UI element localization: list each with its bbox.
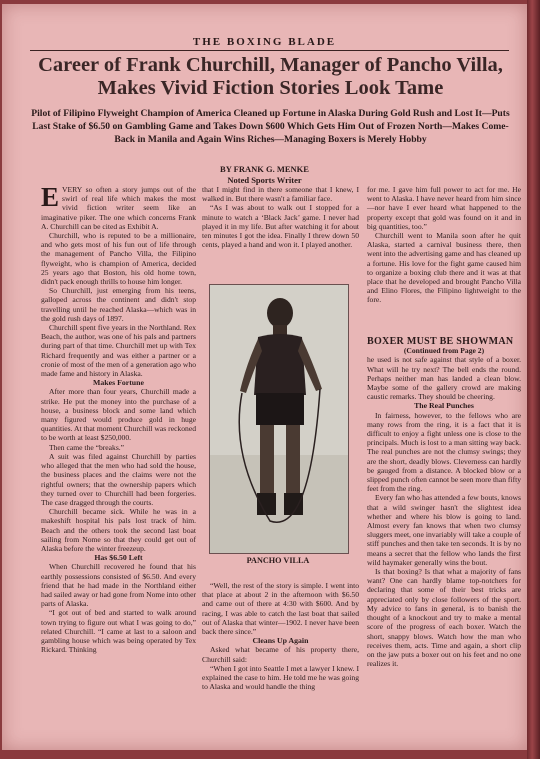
headline: Career of Frank Churchill, Manager of Pancho Villa, Makes Vivid Fiction Stories Look Tame — [38, 54, 503, 99]
masthead: THE BOXING BLADE — [192, 36, 337, 48]
continued-story-headline: BOXER MUST BE SHOWMAN — [367, 336, 514, 347]
boxer-photo — [209, 284, 349, 554]
section-heading: Cleans Up Again — [252, 636, 309, 646]
paragraph: After more than four years, Churchill made a strike. He put the money into the purchase of a house, a business block and some land which many figured would produce gold in huge quantities. At that moment Churchill was reckoned to be worth at least $250,000. — [41, 387, 196, 443]
article-column-3-top — [367, 185, 521, 305]
section-heading: The Real Punches — [414, 401, 474, 411]
paragraph: Churchill became sick. While he was in a makeshift hospital his pals lost track of him. Beach and the others took the second last boat sailing from Nome so that they could get out of Alaska before the winter freezeup. — [41, 507, 196, 553]
paragraph: “Well, the rest of the story is simple. I went into that place at about 2 in the afternoon with $6.50 and came out of there at 4:30 with $600. And by racing, I was able to catch the last boat that sailed out of Alaska that winter—1902. I never have been back there since.” — [202, 581, 359, 637]
lead-paragraph: EVERY so often a story jumps out of the swirl of real life which makes the most vivid fiction writer seem like an imaginative piker. The one which concerns Frank A. Churchill can be cited as Exhibit A. — [41, 182, 196, 231]
paragraph: Is that boxing? Is that what a majority of fans want? One can hardly blame top-notchers for declaring that some of their best tricks are appreciated only by close followers of the sport. My advice to fans in general, is to banish the thought of a knockout and try to make a mental score of the progress of each boxer. Watch the short, snappy blows. Watch how the man who receives them, acts. Time and again, a short clip on the jaw puts a boxer out on his feet and no one realizes it. — [367, 567, 521, 669]
photo-caption: PANCHO VILLA — [246, 556, 310, 565]
book-spine — [527, 0, 540, 759]
section-heading: Has $6.50 Left — [94, 553, 143, 563]
paragraph: Churchill spent five years in the Northland. Rex Beach, the author, was one of his pals and partners during part of that time. Churchill met up with Tex Richard frequently and was either a partner or a cronie of most of the men of a generation ago who made fame and history in Alaska. — [41, 323, 196, 379]
paragraph: When Churchill recovered he found that his earthly possessions consisted of $6.50. And every friend that he had made in the Northland either had sailed away or had gone from Nome into other parts of Alaska. — [41, 562, 196, 609]
drop-cap: E — [41, 182, 60, 212]
paragraph: “I got out of bed and started to walk around town trying to figure out what I was going to do,” related Churchill. “I came at last to a saloon and gambling house which was being operated by Tex Rickard. Thinking — [41, 608, 196, 655]
continued-story — [367, 337, 521, 747]
paragraph: Then came the “breaks.” — [49, 442, 125, 452]
article-column-1 — [41, 182, 196, 745]
paragraph: So Churchill, just emerging from his teens, galloped across the continent and didn't stop travelling until he reached Alaska—which was in the gold rush days of 1897. — [41, 286, 196, 323]
subhead: Pilot of Filipino Flyweight Champion of America Cleaned up Fortune in Alaska During Gold Rush and Lost It—Puts Last Stake of $6.50 on Gambling Game and Takes Down $600 Which Gets Him Out of Frozen North—Makes Come-Back in Manila and Again Wins Riches—Managing Boxers is Merely Hobby — [31, 108, 510, 145]
paragraph: “As I was about to walk out I stopped for a minute to watch a ‘Black Jack’ game. I never had played it in my life. But after watching it for about ten minutes I got the idea. Finally I threw down 50 cents, played a hand and won it. I played another. — [202, 203, 359, 250]
masthead-rule — [30, 50, 509, 51]
paragraph: A suit was filed against Churchill by parties who alleged that the men who had sold the house, the business places and the claims were not the rightful owners; that the ownership papers which they turned over to Churchill had been forgeries. The case dragged through the courts. — [41, 451, 196, 507]
continued-from-note: (Continued from Page 2) — [403, 346, 485, 356]
paragraph: Churchill, who is reputed to be a millionaire, and who gets most of his fun out of life through the management of Pancho Villa, the Filipino flyweight, who is champion of America, decided 25 years ago that Boston, his old home town, didn't pack enough thrills to house him longer. — [41, 231, 196, 287]
boxer-figure-image — [210, 285, 348, 553]
magazine-page — [2, 4, 527, 750]
paragraph: for me. I gave him full power to act for me. He went to Alaska. I have never heard from him since—nor have I ever heard what happened to the property except that gold was found on it and in big quantities, too.” — [367, 185, 521, 231]
paragraph: he used is not safe against that style of a boxer. What will he try next? The bell ends the round. Perhaps neither man has landed a clean blow. Maybe some of the gallery crowd are making caustic remarks. They should be cheering. — [367, 355, 521, 402]
paragraph: Every fan who has attended a few bouts, knows that a wild swinger hasn't the slightest idea whether and where his blow is going to land. Almost every fan knows that when two clumsy sluggers meet, one invariably will take a couple of stiff punches and then take ten seconds. It is by no means a secret that the fellow who lands the first wild haymaker generally wins the bout. — [367, 493, 521, 567]
byline-author: BY FRANK G. MENKE — [220, 164, 309, 174]
article-column-2-bottom — [202, 581, 359, 746]
byline — [2, 164, 527, 186]
paragraph: that I might find in there someone that I knew, I walked in. But there wasn't a familiar face. — [202, 185, 359, 204]
paragraph: In fairness, however, to the fellows who are many rows from the ring, it is a fact that it is difficult to enjoy a fight unless one is close to the principals. Much is lost to a man sitting way back. The real punches are not the clumsy swings; they are the short, deadly blows. Cleverness can hardly be gauged from a distance. A blocked blow or a slipped punch often cannot be seen more than fifty feet from the ring. — [367, 410, 521, 494]
article-column-2-top — [202, 185, 359, 249]
paragraph: “When I got into Seattle I met a lawyer I knew. I explained the case to him. He told me he was going to Alaska and would handle the thing — [202, 663, 359, 692]
paragraph: Asked what became of his property there, Churchill said: — [202, 645, 359, 664]
paragraph: Churchill went to Manila soon after he quit Alaska, started a carnival business there, then went into the advertising game and has cleaned up a fortune. His love for the fight game caused him to organize a boxing club there and it was at that place that he developed and brought Pancho Villa and Elino Flores, the Filipino lightweight to the fore. — [367, 231, 521, 305]
byline-role: Noted Sports Writer — [227, 175, 302, 185]
section-heading: Makes Fortune — [93, 378, 144, 388]
